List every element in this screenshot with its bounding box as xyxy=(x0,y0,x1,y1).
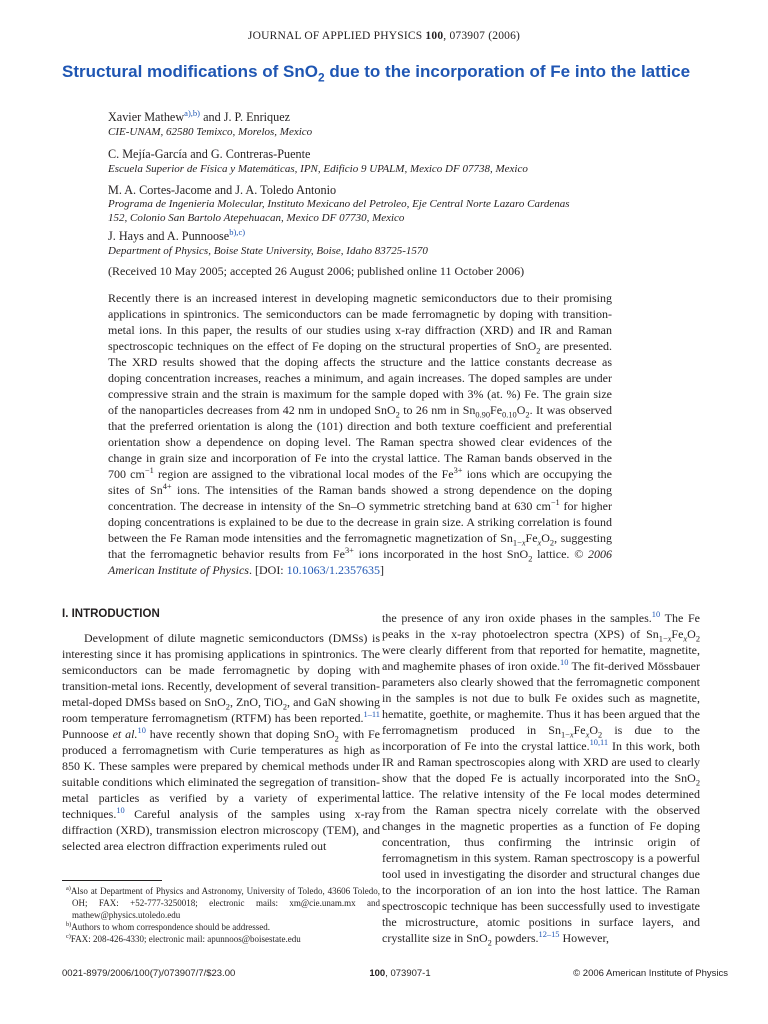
affiliation-4: Department of Physics, Boise State University, Boise, Idaho 83725-1570 xyxy=(108,245,428,257)
abstract: Recently there is an increased interest in developing magnetic semiconductors due to their promising applications in spintronics. The semiconductors can be made ferromagnetic by doping with transition-metal ions. In this paper, the results of our studies using x-ray diffraction (XRD) and IR and Raman spectroscopic techniques on the effect of Fe doping on the structural properties of SnO$_2$ are presented. The XRD results showed that the doping affects the structure and the lattice constants decrease as doping concentration increases, reaches a minimum, and again increases. The doped samples are under compressive strain and the strain is maximum for the sample doped with 3% (at. %) Fe. The grain size of the nanoparticles decreases from 42 nm in undoped SnO$_2$ to 26 nm in $Sn_{0.90}Fe_{0.10}O_2$. It was observed that the preferred orientation is along the (101) direction and both texture coefficient and preferential orientation show a dependence on doping level. The Raman spectra showed clear evidences of the change in grain size and incorporation of Fe into the crystal lattice. The Raman bands observed in the 700 $cm^{-1}$ region are assigned to the vibrational local modes of the $Fe^{3+}$ ions which are occupying the sites of $Sn^{4+}$ ions. The intensities of the Raman bands showed a strong dependence on the doping concentration. The decrease in intensity of the Sn–O symmetric stretching band at 630 $cm^{-1}$ for higher doping concentrations is explained to be due to the decrease in grain size. A striking correlation is found between the Fe Raman mode intensities and the ferromagnetic magnetization of $Sn_{1-x}Fe_xO_2$, suggesting that the ferromagnetic behavior results from $Fe^{3+}$ ions incorporated in the host SnO$_2$ lattice. © 2006 American Institute of Physics. [DOI: 10.1063/1.2357635] xyxy=(108,291,613,577)
journal-volume: 100 xyxy=(425,30,444,42)
footer-page: 100, 073907-1 xyxy=(369,968,431,979)
body-column-right: the presence of any iron oxide phases in the samples.$^{10}$ The Fe peaks in the x-ray photoelectron spectra (XPS) of $Sn_{1-x}Fe_xO_2$ were clearly different from that reported for hematite, magnetite, and maghemite phases of iron oxide.$^{10}$ The fit-derived Mössbauer parameters also clearly showed that the ferromagnetic component in the samples is not due to bulk Fe oxides such as magnetite, hematite, goethite, or maghemite. Thus it has been argued that the ferromagnetism produced in $Sn_{1-x}Fe_xO_2$ is due to the incorporation of Fe into the crystal lattice.$^{10,11}$ In this work, both IR and Raman spectroscopies along with XRD are used to clearly show that the doped Fe is actually incorporated into the SnO$_2$ lattice. The relative intensity of the Fe local modes determined from the Raman spectra nicely correlate with the observed changes in the magnetic properties as a function of Fe doping concentration, thus confirming the intrinsic origin of ferromagnetism in this system. Raman spectroscopy is a powerful tool used in investigating the disorder and structural changes due to the incorporation of an ion into the host lattice. The Raman spectroscopic technique has been successfully used to investigate the microstructure, atomic positions in surface layers, and crystallite size in SnO$_2$ powders.$^{12-15}$ However, xyxy=(382,610,700,948)
journal-name: JOURNAL OF APPLIED PHYSICS xyxy=(247,30,423,42)
footnote-b: $^{b)}$Authors to whom correspondence should be addressed. xyxy=(66,921,270,932)
doi-link[interactable]: 10.1063/1.2357635 xyxy=(286,563,380,577)
author-line-2: C. Mejía-García and G. Contreras-Puente xyxy=(108,147,311,161)
footnote-divider xyxy=(62,880,162,881)
paper-title: Structural modifications of SnO$_2$ due to the incorporation of Fe into the lattice xyxy=(62,62,691,85)
affiliation-3: Programa de Ingenieria Molecular, Instituto Mexicano del Petroleo, Eje Central Norte Lazaro Cardenas 152, Colonio San Bartolo Atepehuacan, Mexico DF 07730, Mexico xyxy=(108,198,570,224)
author-line-1: Xavier Mathew$^{a),b)}$ and J. P. Enriquez xyxy=(108,107,291,124)
body-column-left: Development of dilute magnetic semiconductors (DMSs) is interesting since it has promising applications in spintronics. The semiconductors can be made ferromagnetic by doping with transition-metal ions. Recently, development of several transition-metal-doped DMSs based on SnO$_2$, ZnO, TiO$_2$, and GaN showing room temperature ferromagnetism (RTFM) has been reported.$^{1-11}$ Punnoose et al.$^{10}$ have recently shown that doping SnO$_2$ with Fe produced a ferromagnetism with Curie temperatures as high as 850 K. These samples were prepared by chemical methods under suitable conditions which eliminated the segregation of transition-metal particles as verified by a variety of experimental techniques.$^{10}$ Careful analysis of the samples using x-ray diffraction (XRD), transmission electron microscopy (TEM), and selected area electron diffraction experiments ruled out xyxy=(62,631,381,853)
author-line-3: M. A. Cortes-Jacome and J. A. Toledo Antonio xyxy=(108,183,337,197)
footnotes xyxy=(62,885,380,945)
article-number: 073907 (2006) xyxy=(449,30,521,42)
author-line-4: J. Hays and A. Punnoose$^{b),c)}$ xyxy=(108,226,246,243)
affiliation-2: Escuela Superior de Física y Matemáticas, IPN, Edificio 9 UPALM, Mexico DF 07738, Mexico xyxy=(108,163,528,175)
footer-copyright: © 2006 American Institute of Physics xyxy=(573,968,728,979)
section-heading: I. INTRODUCTION xyxy=(62,608,160,620)
received-dates: (Received 10 May 2005; accepted 26 August 2006; published online 11 October 2006) xyxy=(108,264,525,278)
affiliation-1: CIE-UNAM, 62580 Temixco, Morelos, Mexico xyxy=(108,126,313,138)
footnote-a: $^{a)}$Also at Department of Physics and Astronomy, University of Toledo, 43606 Toledo, OH; FAX: +52-777-3250018; electronic mails: xm@cie.unam.mx and mathew@physics.utoledo.edu xyxy=(66,885,380,920)
running-head: JOURNAL OF APPLIED PHYSICS 100, 073907 (2006) xyxy=(247,30,521,42)
footer-code: 0021-8979/2006/100(7)/073907/7/$23.00 xyxy=(62,968,236,979)
footnote-c: $^{c)}$FAX: 208-426-4330; electronic mail: apunnoos@boisestate.edu xyxy=(66,933,301,944)
